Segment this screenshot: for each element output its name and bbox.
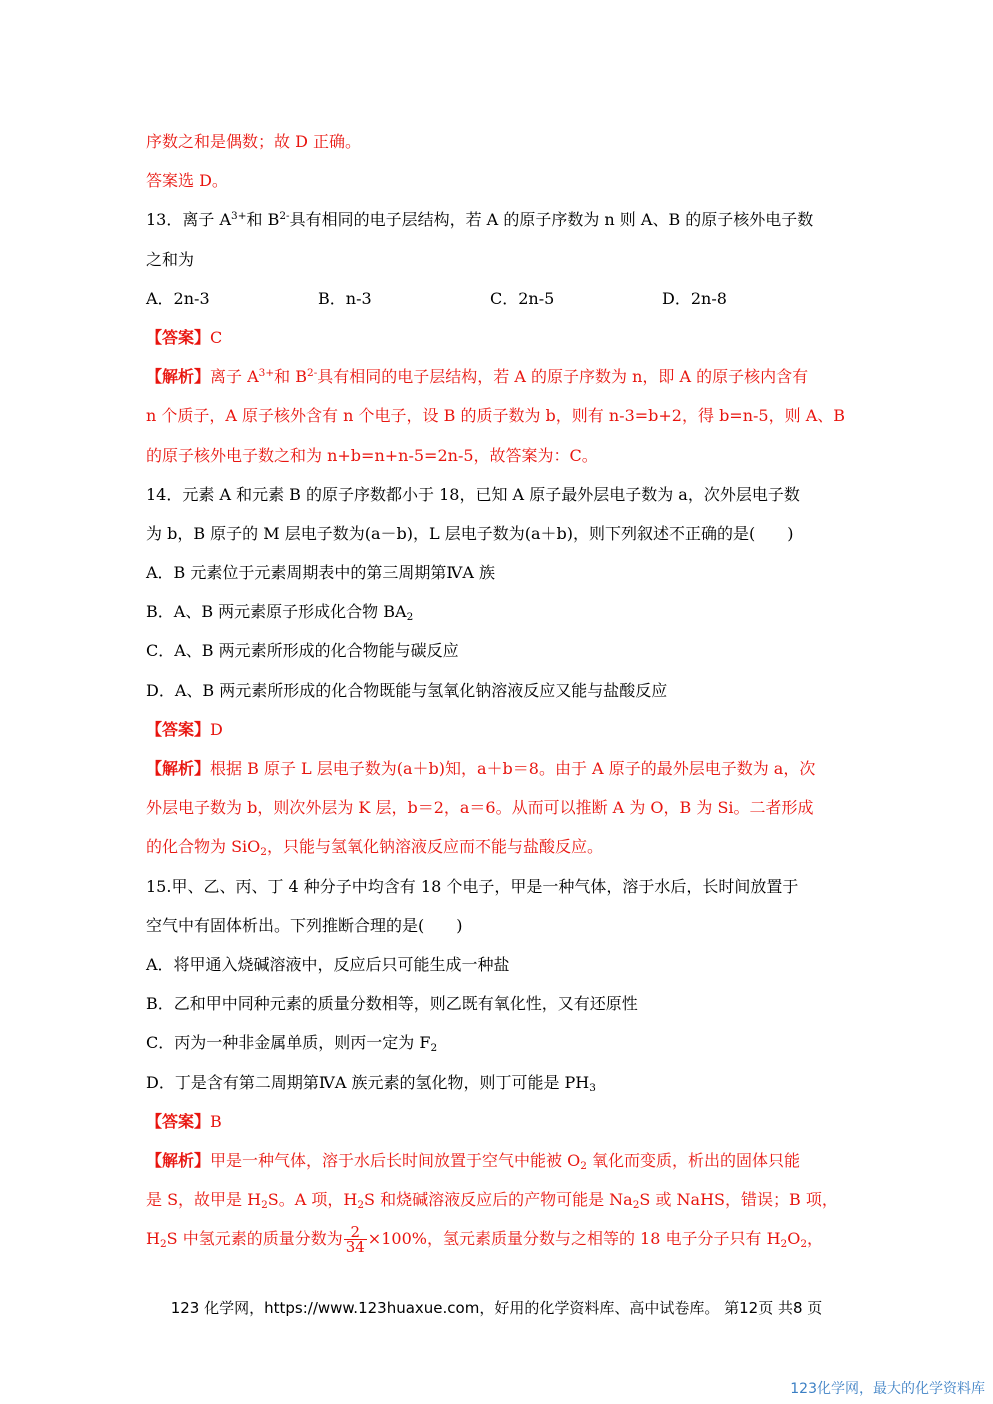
q15-analysis-line3: $H_2S$ 中氢元素的质量分数为 $\frac{2}{34}$ ×100%，氢元素质量分数与之相等的 18 电子分子只有 $H_2O_2$， — [146, 1223, 824, 1257]
q13-option-c: C．2n-5 — [490, 288, 555, 308]
q13-answer: 【答案】C — [146, 327, 223, 347]
q14-analysis-line3: 的化合物为 SiO$_2$，只能与氢氧化钠溶液反应而不能与盐酸反应。 — [146, 837, 603, 859]
q13-option-a: A．2n-3 — [146, 288, 210, 308]
q14-option-a: A．B 元素位于元素周期表中的第三周期第ⅣA 族 — [146, 563, 496, 583]
q15-option-b: B．乙和甲中同种元素的质量分数相等，则乙既有氧化性，又有还原性 — [146, 994, 638, 1014]
q14-stem-line2: 为 b，B 原子的 M 层电子数为(a－b)，L 层电子数为(a＋b)，则下列叙述不正确的是( ) — [146, 523, 794, 543]
q13-analysis-line2: n 个质子，A 原子核外含有 n 个电子，设 B 的质子数为 b，则有 n-3=b+2，得 b=n-5，则 A、B — [146, 406, 846, 426]
q14-analysis-line2: 外层电子数为 b，则次外层为 K 层，b＝2，a＝6。从而可以推断 A 为 O，B 为 Si。二者形成 — [146, 798, 814, 818]
q13-option-d: D．2n-8 — [662, 288, 727, 308]
site-watermark: 123化学网，最大的化学资料库 — [790, 1381, 985, 1397]
q15-option-d: D．丁是含有第二周期第ⅣA 族元素的氢化物，则丁可能是 $PH_3$ — [146, 1072, 596, 1094]
q15-stem-line1: 15.甲、乙、丙、丁 4 种分子中均含有 18 个电子，甲是一种气体，溶于水后，长时间放置于 — [146, 876, 799, 896]
q15-stem-line2: 空气中有固体析出。下列推断合理的是( ) — [146, 915, 463, 935]
fraction: $\frac{2}{34}$ — [345, 1223, 365, 1257]
q13-analysis-line3: 的原子核外电子数之和为 n+b=n+n-5=2n-5，故答案为：C。 — [146, 445, 598, 465]
q15-answer: 【答案】B — [146, 1111, 222, 1131]
q14-option-b: B．A、B 两元素原子形成化合物 $BA_2$ — [146, 602, 414, 624]
prev-analysis-line: 序数之和是偶数；故 D 正确。 — [146, 132, 362, 151]
q13-stem-line1: 13．离子 $A^{3+}$和 $B^{2-}$具有相同的电子层结构，若 A 的原子序数为 n 则 A、B 的原子核外电子数 — [146, 210, 814, 230]
q14-stem-line1: 14．元素 A 和元素 B 的原子序数都小于 18，已知 A 原子最外层电子数为 a，次外层电子数 — [146, 484, 800, 504]
q13-option-b: B．n-3 — [318, 288, 372, 308]
page-footer: 123 化学网，https://www.123huaxue.com，好用的化学资料库、高中试卷库。 第12页 共8 页 — [170, 1299, 823, 1317]
q15-analysis-line1: 【解析】甲是一种气体，溶于水后长时间放置于空气中能被 $O_2$ 氧化而变质，析出的固体只能 — [146, 1150, 801, 1172]
q13-stem-line2: 之和为 — [146, 249, 195, 269]
q15-option-c: C．丙为一种非金属单质，则丙一定为 $F_2$ — [146, 1033, 438, 1055]
q14-option-d: D．A、B 两元素所形成的化合物既能与氢氧化钠溶液反应又能与盐酸反应 — [146, 680, 668, 700]
prev-answer-line: 答案选 D。 — [146, 171, 228, 191]
page-content — [146, 122, 858, 1258]
q15-option-a: A．将甲通入烧碱溶液中，反应后只可能生成一种盐 — [146, 954, 510, 974]
q15-analysis-line2: 是 S，故甲是 $H_2S$。A 项，$H_2S$ 和烧碱溶液反应后的产物可能是 $Na_2S$ 或 NaHS，错误；B 项， — [146, 1190, 838, 1212]
q14-option-c: C．A、B 两元素所形成的化合物能与碳反应 — [146, 641, 459, 661]
q14-analysis-line1: 【解析】根据 B 原子 L 层电子数为(a＋b)知，a＋b＝8。由于 A 原子的最外层电子数为 a，次 — [146, 759, 816, 778]
q13-analysis-line1: 【解析】离子 $A^{3+}$和 $B^{2-}$具有相同的电子层结构，若 A 的原子序数为 n，即 A 的原子核内含有 — [146, 367, 809, 387]
q13-options — [146, 279, 858, 318]
q14-answer: 【答案】D — [146, 719, 223, 739]
